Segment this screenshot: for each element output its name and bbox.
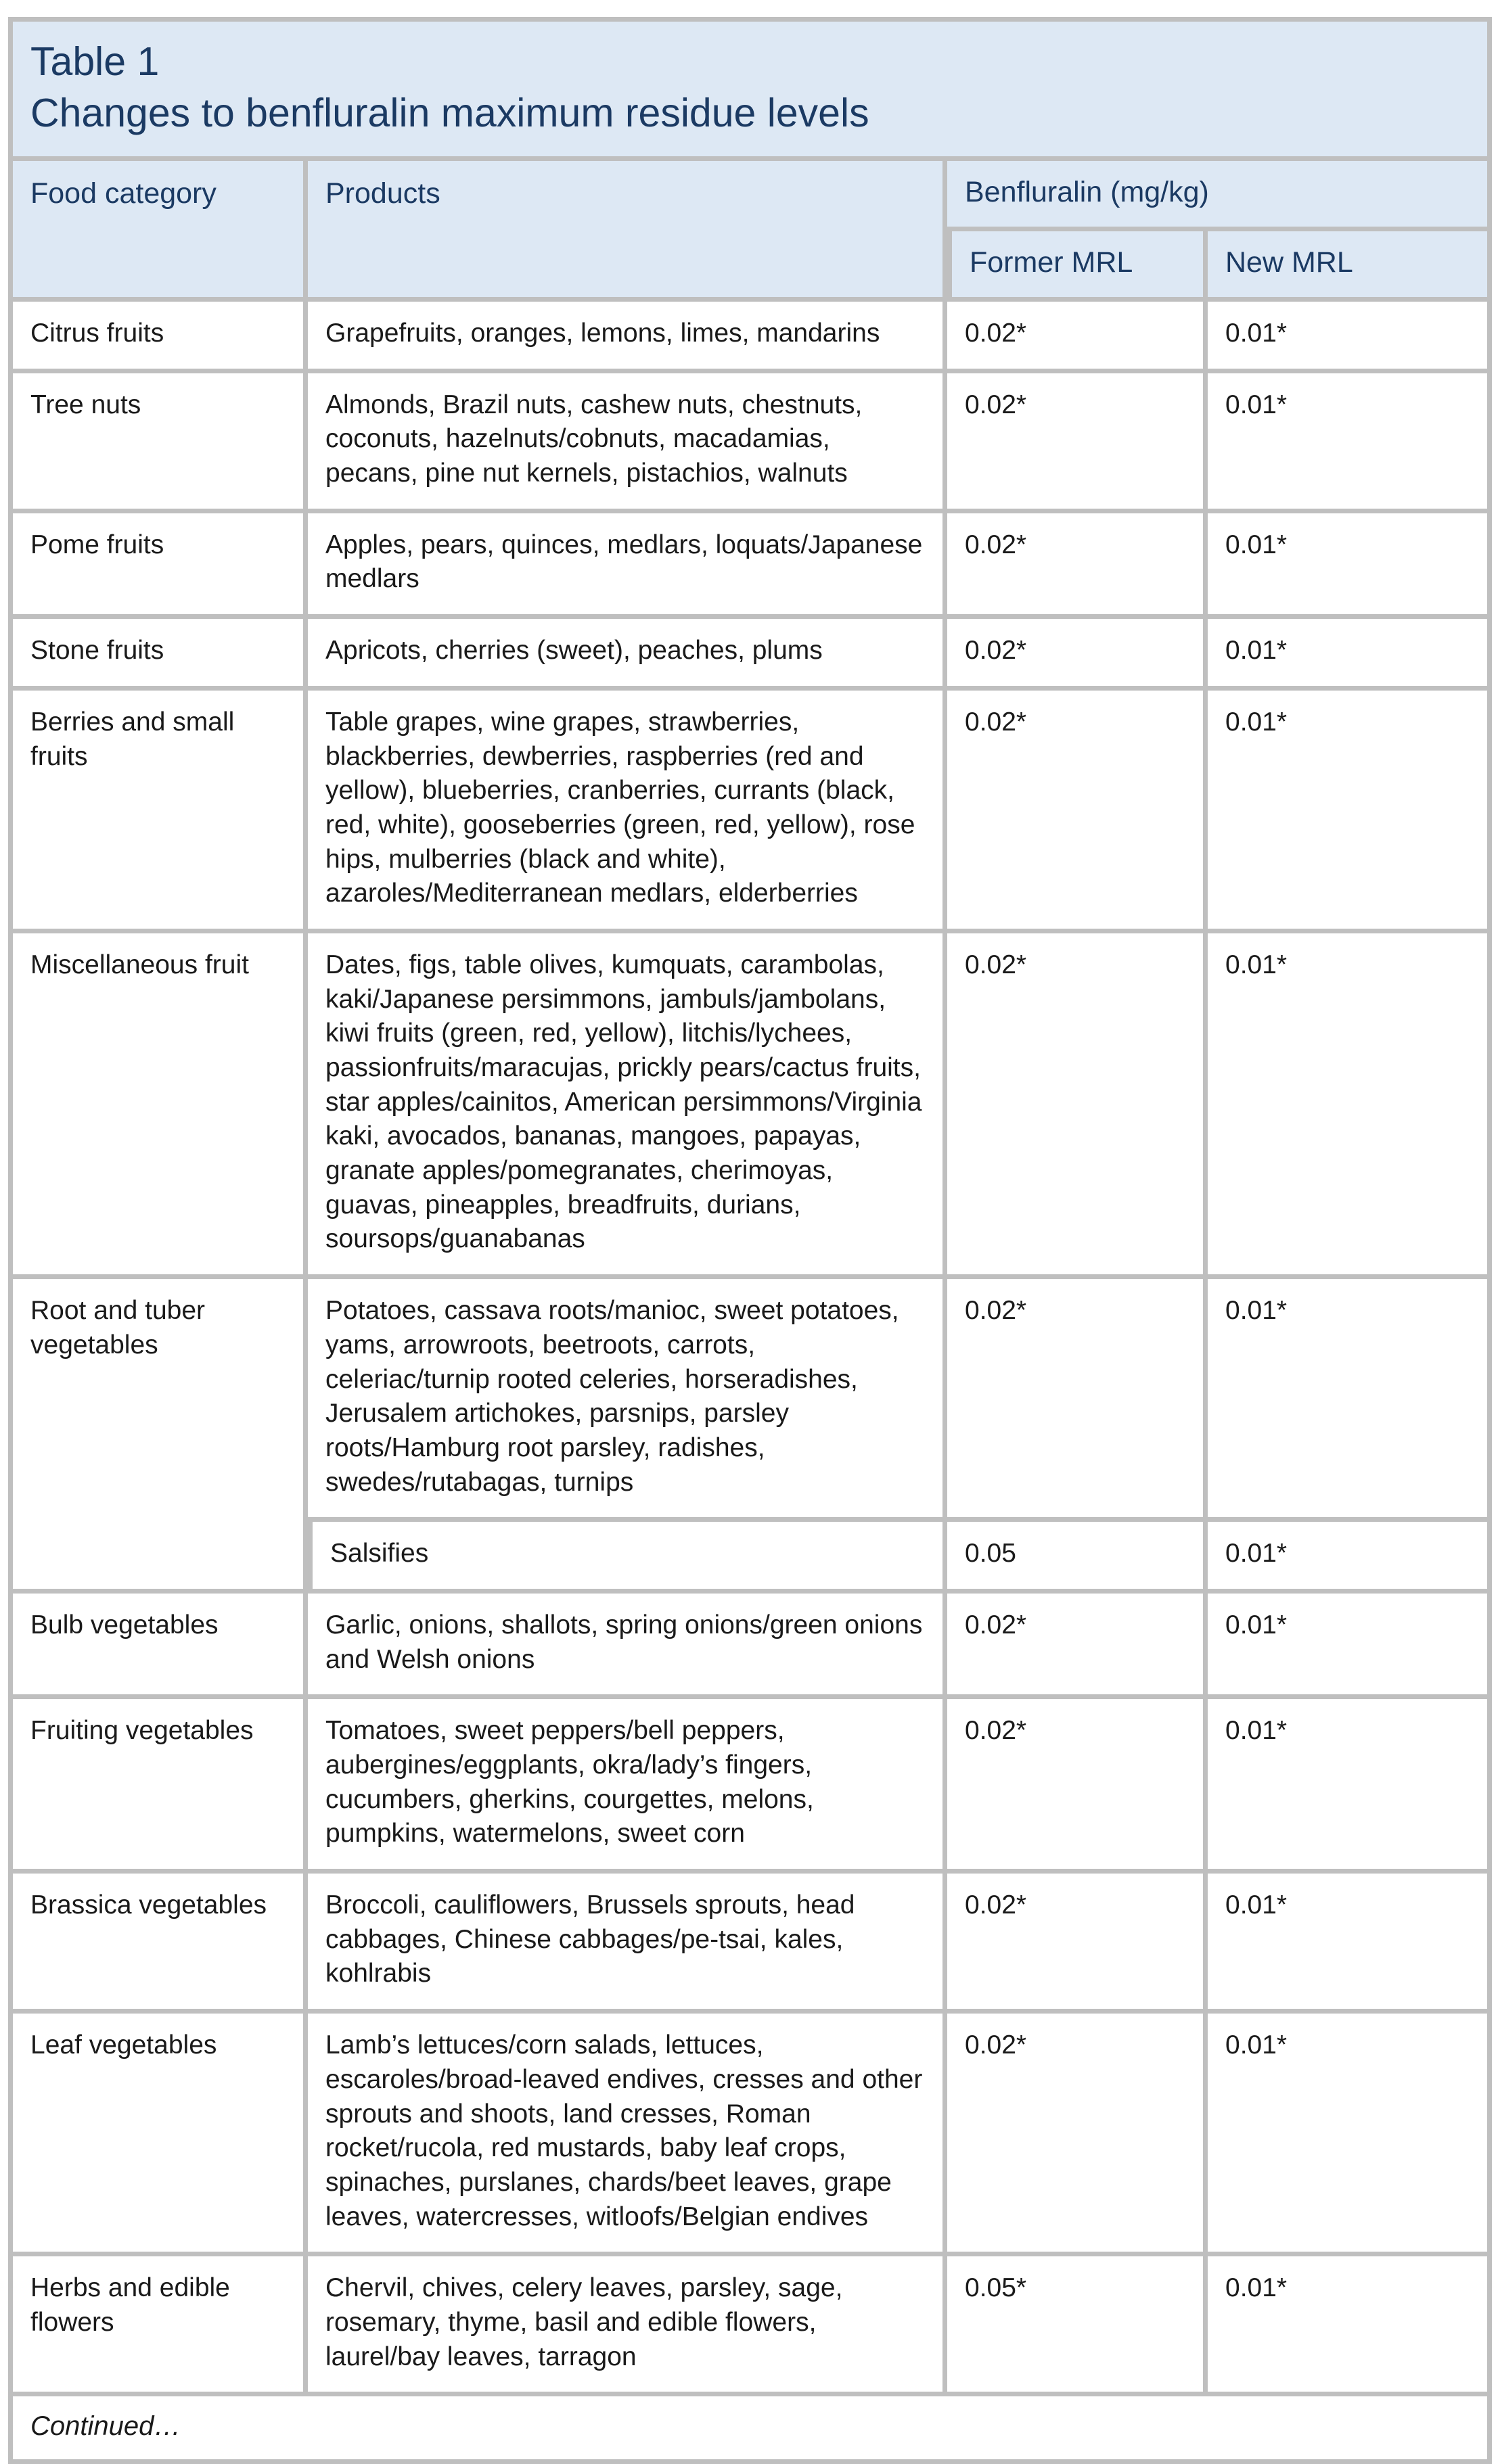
- cell-products: Apricots, cherries (sweet), peaches, plums: [308, 619, 947, 691]
- cell-former-mrl: 0.02*: [947, 933, 1208, 1279]
- column-header-new-mrl: New MRL: [1208, 231, 1492, 302]
- cell-products: Apples, pears, quinces, medlars, loquats/Japanese medlars: [308, 513, 947, 619]
- cell-former-mrl: 0.02*: [947, 619, 1208, 691]
- cell-new-mrl: 0.01*: [1208, 1279, 1492, 1522]
- cell-former-mrl: 0.02*: [947, 302, 1208, 373]
- table-row: [8, 1279, 1492, 1522]
- table-row: [8, 2256, 1492, 2396]
- cell-former-mrl: 0.02*: [947, 1594, 1208, 1699]
- cell-new-mrl: 0.01*: [1208, 1874, 1492, 2014]
- cell-new-mrl: 0.01*: [1208, 373, 1492, 513]
- cell-former-mrl: 0.02*: [947, 373, 1208, 513]
- continued-label: Continued…: [8, 2396, 1492, 2464]
- table-title-line2: Changes to benfluralin maximum residue levels: [30, 90, 869, 135]
- cell-products: Potatoes, cassava roots/manioc, sweet potatoes, yams, arrowroots, beetroots, carrots, celeriac/turnip rooted celeries, horseradishes, Jerusalem artichokes, parsnips, parsley roots/Hamburg root parsley, radishes, swedes/rutabagas, turnips: [308, 1279, 947, 1522]
- cell-products: Table grapes, wine grapes, strawberries, blackberries, dewberries, raspberries (red and yellow), blueberries, cranberries, currants (black, red, white), gooseberries (green, red, yellow), rose hips, mulberries (black and white), azaroles/Mediterranean medlars, elderberries: [308, 691, 947, 933]
- table-footer-row: [8, 2396, 1492, 2464]
- table-row: [8, 619, 1492, 691]
- cell-new-mrl: 0.01*: [1208, 691, 1492, 933]
- cell-products: Dates, figs, table olives, kumquats, carambolas, kaki/Japanese persimmons, jambuls/jambolans, kiwi fruits (green, red, yellow), litchis/lychees, passionfruits/maracujas, prickly pears/cactus fruits, star apples/cainitos, American persimmons/Virginia kaki, avocados, bananas, mangoes, papayas, granate apples/pomegranates, cherimoyas, guavas, pineapples, breadfruits, durians, soursops/guanabanas: [308, 933, 947, 1279]
- column-header-food-category: Food category: [8, 161, 308, 302]
- table-row: [8, 1594, 1492, 1699]
- cell-new-mrl: 0.01*: [1208, 619, 1492, 691]
- table-row: [8, 302, 1492, 373]
- cell-new-mrl: 0.01*: [1208, 2014, 1492, 2256]
- table-row: [8, 373, 1492, 513]
- table-row: [8, 513, 1492, 619]
- column-header-benfluralin-group: Benfluralin (mg/kg): [947, 161, 1492, 231]
- table-row: [8, 2014, 1492, 2256]
- cell-products: Chervil, chives, celery leaves, parsley, sage, rosemary, thyme, basil and edible flowers, laurel/bay leaves, tarragon: [308, 2256, 947, 2396]
- table-title: [8, 17, 1492, 161]
- cell-category: Bulb vegetables: [8, 1594, 308, 1699]
- cell-former-mrl: 0.05*: [947, 2256, 1208, 2396]
- cell-products: Tomatoes, sweet peppers/bell peppers, aubergines/eggplants, okra/lady’s fingers, cucumbers, gherkins, courgettes, melons, pumpkins, watermelons, sweet corn: [308, 1699, 947, 1874]
- cell-products: Garlic, onions, shallots, spring onions/green onions and Welsh onions: [308, 1594, 947, 1699]
- cell-former-mrl: 0.02*: [947, 1279, 1208, 1522]
- table-row: [8, 1699, 1492, 1874]
- cell-category: Fruiting vegetables: [8, 1699, 308, 1874]
- cell-category: Berries and small fruits: [8, 691, 308, 933]
- cell-former-mrl: 0.02*: [947, 1874, 1208, 2014]
- cell-category: Leaf vegetables: [8, 2014, 308, 2256]
- table-row: [8, 691, 1492, 933]
- table-title-row: [8, 17, 1492, 161]
- cell-category: Tree nuts: [8, 373, 308, 513]
- cell-category: Root and tuber vegetables: [8, 1279, 308, 1594]
- cell-new-mrl: 0.01*: [1208, 513, 1492, 619]
- cell-category: Pome fruits: [8, 513, 308, 619]
- cell-former-mrl: 0.02*: [947, 513, 1208, 619]
- cell-new-mrl: 0.01*: [1208, 933, 1492, 1279]
- cell-former-mrl: 0.02*: [947, 691, 1208, 933]
- cell-new-mrl: 0.01*: [1208, 1594, 1492, 1699]
- cell-new-mrl: 0.01*: [1208, 302, 1492, 373]
- cell-new-mrl: 0.01*: [1208, 1699, 1492, 1874]
- cell-category: Brassica vegetables: [8, 1874, 308, 2014]
- table-title-line1: Table 1: [30, 39, 160, 84]
- table-row: [8, 1874, 1492, 2014]
- cell-category: Miscellaneous fruit: [8, 933, 308, 1279]
- cell-former-mrl: 0.02*: [947, 1699, 1208, 1874]
- cell-products: Lamb’s lettuces/corn salads, lettuces, escaroles/broad-leaved endives, cresses and other sprouts and shoots, land cresses, Roman rocket/rucola, red mustards, baby leaf crops, spinaches, purslanes, chards/beet leaves, grape leaves, watercresses, witloofs/Belgian endives: [308, 2014, 947, 2256]
- cell-products: Almonds, Brazil nuts, cashew nuts, chestnuts, coconuts, hazelnuts/cobnuts, macadamias, pecans, pine nut kernels, pistachios, walnuts: [308, 373, 947, 513]
- table-row: [8, 933, 1492, 1279]
- cell-category: Stone fruits: [8, 619, 308, 691]
- cell-new-mrl: 0.01*: [1208, 2256, 1492, 2396]
- cell-products: Broccoli, cauliflowers, Brussels sprouts, head cabbages, Chinese cabbages/pe-tsai, kales, kohlrabis: [308, 1874, 947, 2014]
- column-header-former-mrl: Former MRL: [947, 231, 1208, 302]
- cell-category: Citrus fruits: [8, 302, 308, 373]
- cell-new-mrl: 0.01*: [1208, 1522, 1492, 1594]
- cell-products: Grapefruits, oranges, lemons, limes, mandarins: [308, 302, 947, 373]
- column-header-row: [8, 161, 1492, 231]
- cell-former-mrl: 0.05: [947, 1522, 1208, 1594]
- cell-category: Herbs and edible flowers: [8, 2256, 308, 2396]
- cell-products: Salsifies: [308, 1522, 947, 1594]
- column-header-products: Products: [308, 161, 947, 302]
- mrl-table: [8, 17, 1492, 2464]
- cell-former-mrl: 0.02*: [947, 2014, 1208, 2256]
